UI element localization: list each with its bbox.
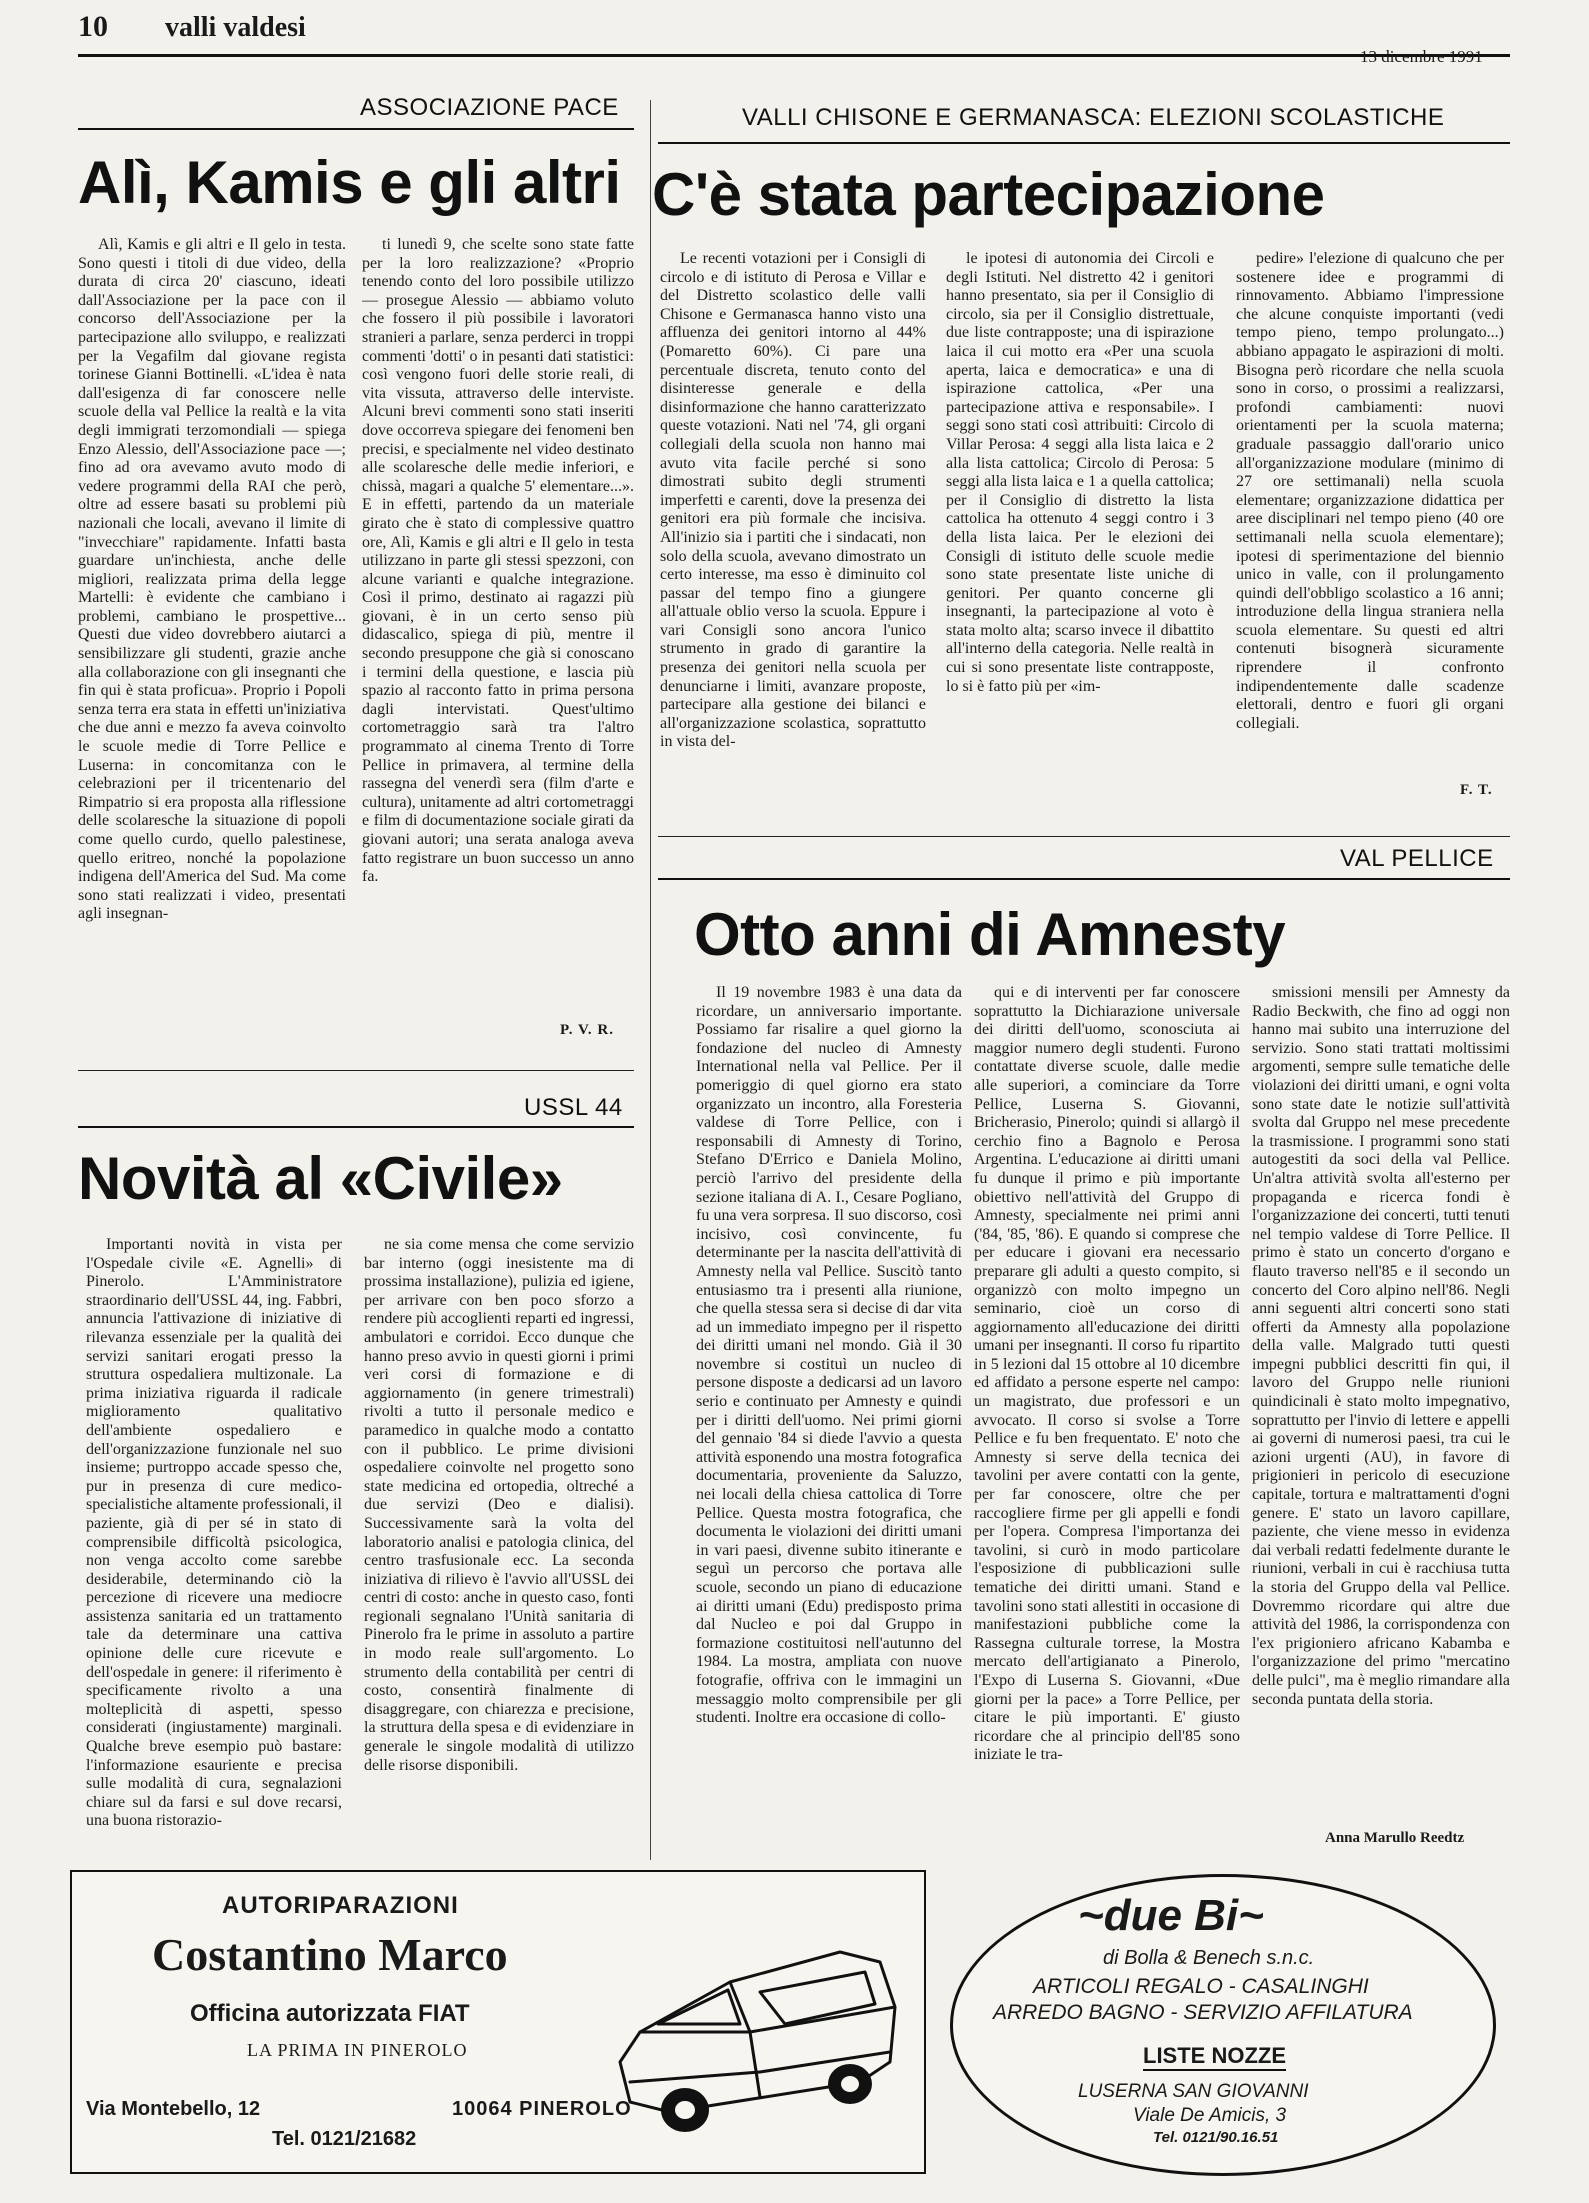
article-ali-column-1 <box>78 236 346 1036</box>
ad-due-bi-company: di Bolla & Benech s.n.c. <box>1103 1947 1315 1969</box>
article-civile-text-2: ne sia come mensa che come servizio bar interno (oggi inesistente ma di prossima installazione), pulizia ed igiene, per arrivare con ben poco sforzo a rendere più accoglienti reparti ed ingressi, ambulatori e corridoi. Ecco dunque che hanno preso avvio in questi giorni i primi veri corsi di formazione e di aggiornamento (in genere trimestrali) rivolti a tutto il personale medico e paramedico in qualche modo a contatto con il pubblico. Le prime divisioni ospedaliere coinvolte nel progetto sono state medicina ed ortopedia, oltreché a due servizi (Deo e dialisi). Successivamente sarà la volta del laboratorio analisi e patologia clinica, del centro trasfusionale ecc. La seconda iniziativa di rilievo è l'avvio all'USSL dei centri di costo: anche in questo caso, fonti regionali segnalano l'Unità sanitaria di Pinerolo fra le prime in assoluto a partire in modo reale sull'argomento. Lo strumento della contabilità per centri di costo, consentirà finalmente di disaggregare, con chiarezza e precisione, la struttura della spesa e di evidenziare in generale le singole modalità di utilizzo delle risorse disponibili. <box>364 1236 634 1774</box>
ad-phone: Tel. 0121/21682 <box>272 2128 417 2150</box>
article-amnesty-text-2: qui e di interventi per far conoscere soprattutto la Dichiarazione universale dei diritti dell'uomo, sconosciuta ai maggior numero degli studenti. Furono contattate diverse scuole, dalle medie alle superiori, a cominciare da Torre Pellice, Luserna S. Giovanni, Bricherasio, Pinerolo; quindi si allargò il cerchio fino a Bagnolo e Perosa Argentina. L'educazione ai diritti umani fu dunque il primo e più importante obiettivo nell'attività del Gruppo di Amnesty, specialmente nei primi anni ('84, '85, '86). E quando si comprese che per educare i giovani era necessario preparare gli adulti a questo compito, si organizzò con molto impegno un seminario, cioè un corso di aggiornamento all'educazione dei diritti umani per insegnanti. Il corso fu ripartito in 5 lezioni dal 15 ottobre al 10 dicembre ed affidato a persone esperte nel campo: un magistrato, due professori e un avvocato. Il corso si svolse a Torre Pellice e fu ben frequentato. E' noto che Amnesty si serve della tecnica dei tavolini per avere contatti con la gente, per far conoscere, oltre che per raccogliere firme per gli appelli e fondi per l'opera. Compresa l'importanza dei tavolini, si curò in modo particolare l'esposizione di pubblicazioni sulle tematiche dei diritti umani. Stand e tavolini sono stati allestiti in occasione di manifestazioni pubbliche come la Rassegna culturale torrese, la Mostra mercato dell'artigianato a Pinerolo, l'Expo di Luserna S. Giovanni, «Due giorni per la pace» a Torre Pellice, per citare le più importanti. E' giusto ricordare che al principio dell'85 sono iniziate le tra- <box>974 984 1240 1764</box>
section-rule <box>658 142 1510 144</box>
ad-due-bi-line1: ARTICOLI REGALO - CASALINGHI <box>1033 1975 1369 1998</box>
issue-date: 13 dicembre 1991 <box>1360 47 1483 66</box>
headline-civile: Novità al «Civile» <box>78 1145 563 1212</box>
ad-due-bi-line2: ARREDO BAGNO - SERVIZIO AFFILATURA <box>993 2001 1413 2024</box>
article-civile-text-1: Importanti novità in vista per l'Ospedale civile «E. Agnelli» di Pinerolo. L'Amministratore straordinario dell'USSL 44, ing. Fabbri, annuncia l'attivazione di iniziative di rilevanza essenziale per la qualità dei servizi sanitari erogati presso la struttura ospedaliera multizonale. La prima iniziativa riguarda il radicale miglioramento qualitativo dell'ambiente ospedaliero e dell'organizzazione funzionale nel suo insieme; purtroppo accade spesso che, pur in presenza di cure medico-specialistiche altamente professionali, il paziente, già di per sé in stato di comprensibile difficoltà psicologica, non venga accolto come sarebbe desiderabile, determinando ciò la percezione di ricevere una mediocre assistenza sanitaria ed un trattamento tale da determinare una cattiva opinione delle cure ricevute e dell'ospedale in genere: il riferimento è specificamente rivolto a una molteplicità di aspetti, spesso considerati (ingiustamente) marginali. Qualche breve esempio può bastare: l'informazione esauriente e precisa sulle modalità di cura, segnalazioni chiare sul da farsi e sul dove recarsi, una buona ristorazio- <box>86 1236 342 1830</box>
section-label-ussl44: USSL 44 <box>524 1094 623 1121</box>
ad-due-bi-street: Viale De Amicis, 3 <box>1133 2105 1287 2126</box>
section-rule <box>78 128 634 130</box>
article-civile-column-1 <box>86 1236 342 1856</box>
section-rule <box>658 836 1510 837</box>
headline-partecipazione: C'è stata partecipazione <box>652 161 1325 228</box>
article-elezioni-text-1: Le recenti votazioni per i Consigli di circolo e di istituto di Perosa e Villar e del Distretto scolastico delle valli Chisone e Germanasca hanno visto una affluenza dei genitori intorno al 44% (Pomaretto 60%). Ci pare una percentuale discreta, tenuto conto del disinteresse generale e della disinformazione che hanno caratterizzato queste votazioni. Nati nel '74, gli organi collegiali della scuola non hanno mai avuto vita facile perché si sono dimostrati subito degli strumenti imperfetti e carenti, dove la presenza dei genitori era più formale che incisiva. All'inizio sia i partiti che i sindacati, non solo della scuola, avevano dimostrato un certo interesse, ma esso è diminuito col passar del tempo fino a giungere all'attuale oblio verso la scuola. Eppure i vari Consigli sono ancora l'unico strumento in grado di garantire la presenza dei genitori nella scuola per denunciarne i limiti, avanzare proposte, partecipare alla gestione dei bilanci e all'organizzazione scolastica, soprattutto in vista del- <box>660 250 926 751</box>
article-elezioni-text-3: pedire» l'elezione di qualcuno che per sostenere idee e programmi di rinnovamento. Abbiamo l'impressione che alcune conquiste importanti (vedi tempo pieno, tempo prolungato...) abbiano appagato le aspirazioni di molti. Bisogna però ricordare che nella scuola sono in corso, o prossimi a realizzarsi, profondi cambiamenti: nuovi orientamenti per la scuola materna; graduale passaggio dall'orario unico all'organizzazione modulare (minimo di 27 ore settimanali) nella scuola elementare; organizzazione didattica per aree disciplinari nel tempo pieno (40 ore settimanali nella scuola elementare); ipotesi di sperimentazione del biennio unico in valle, con il prolungamento quindi dell'obbligo scolastico a 16 anni; introduzione della lingua straniera nella scuola elementare. Su questi ed altri contenuti bisognerà sicuramente riprendere il confronto indipendentemente dalle scadenze elettorali, dentro e fuori gli organi collegiali. <box>1236 250 1504 732</box>
signature-ft: F. T. <box>1460 782 1493 798</box>
publication-name: valli valdesi <box>165 12 306 43</box>
ad-autoriparazioni: AUTORIPARAZIONI <box>222 1892 459 1919</box>
article-elezioni-column-2 <box>946 250 1214 796</box>
ad-due-bi-phone: Tel. 0121/90.16.51 <box>1153 2129 1279 2146</box>
article-ali-text-1: Alì, Kamis e gli altri e Il gelo in testa. Sono questi i titoli di due video, della durata di circa 20' ciascuno, ideati dall'Associazione per la pace con il concorso dell'Associazione per la partecipazione allo sviluppo, e realizzati per la Vegafilm dal giovane regista torinese Gianni Bottinelli. «L'idea è nata dall'esigenza di far conoscere nelle scuole della val Pellice la realtà e la vita degli immigrati terzomondiali — spiega Enzo Alessio, dell'Associazione pace —; fino ad ora avevamo avuto modo di vedere programmi della RAI che però, oltre ad essere basati su problemi più nazionali che locali, avevano il limite di "invecchiare" rapidamente. Infatti basta guardare un'inchiesta, anche delle migliori, realizzata prima della legge Martelli: è evidente che cambiano i problemi, cambiano le prospettive... Questi due video dovrebbero aiutarci a sensibilizzare gli studenti, grazie anche alla collaborazione con gli insegnanti che fin qui è stata proficua». Proprio i Popoli senza terra era stata in effetti un'iniziativa che due anni e mezzo fa aveva coinvolto le scuole medie di Torre Pellice e Luserna: in concomitanza con le celebrazioni per il tricentenario del Rimpatrio si era proposta alla riflessione delle scolaresche la situazione di popoli come quello curdo, quello palestinese, quello eritreo, nonché la popolazione indigena dell'America del Sud. Ma come sono stati realizzati i video, presentati agli insegnan- <box>78 236 346 923</box>
section-label-val-pellice: VAL PELLICE <box>1340 845 1494 872</box>
article-ali-text-2: ti lunedì 9, che scelte sono state fatte per la loro realizzazione? «Proprio tenendo conto del loro possibile utilizzo — prosegue Alessio — abbiamo voluto che fossero il più possibile i lavoratori stranieri a parlare, senza perderci in troppi commenti 'dotti' o in pesanti dati statistici: così vengono fuori delle storie reali, di vita vissuta, attraverso delle interviste. Alcuni brevi commenti sono stati inseriti dove occorreva spiegare dei fenomeni ben precisi, e specialmente nel video destinato alle scolaresche delle medie inferiori, e chissà, magari a qualche 5' elementare...». E in effetti, partendo da un materiale girato che è stato di complessive quattro ore, Alì, Kamis e gli altri e Il gelo in testa utilizzano in parte gli stessi spezzoni, con alcune varianti e qualche integrazione. Così il primo, destinato ai ragazzi più giovani, è in un certo senso più didascalico, spiega di più, mentre il secondo presuppone che già si conoscano i termini della questione, e lascia più spazio al racconto fatto in prima persona dagli intervistati. Quest'ultimo cortometraggio sarà tra l'altro programmato al cinema Trento di Torre Pellice in primavera, al termine della rassegna del venerdì sera (film d'arte e cultura), unitamente ad altri cortometraggi e film di documentazione sociale girati da giovani autori; una serata analoga aveva fatto registrare un buon successo un anno fa. <box>362 236 634 886</box>
ad-due-bi-brand: ~due Bi~ <box>1078 1891 1264 1940</box>
section-label-elezioni: VALLI CHISONE E GERMANASCA: ELEZIONI SCOLASTICHE <box>742 104 1445 131</box>
fiat-car-illustration <box>610 1912 910 2152</box>
article-elezioni-text-2: le ipotesi di autonomia dei Circoli e degli Istituti. Nel distretto 42 i genitori hanno presentato, sia per il Consiglio di circolo, sia per il Consiglio distrettuale, due liste contrapposte; una di ispirazione laica il cui motto era «Per una scuola aperta, laica e democratica» e una di ispirazione cattolica, «Per una partecipazione attiva e responsabile». I seggi sono stati così attribuiti: Circolo di Villar Perosa: 4 seggi alla lista laica e 2 alla lista cattolica; Circolo di Perosa: 5 seggi alla lista laica e 1 a quella cattolica; per il Consiglio di distretto la lista cattolica ha ottenuto 4 seggi contro i 3 della lista laica. Per le elezioni dei Consigli di istituto delle scuole medie sono state presentate liste uniche di genitori. Per quanto concerne gli insegnanti, la partecipazione al voto è stata molto alta; scarso invece il dibattito all'interno della categoria. Nelle realtà in cui si sono presentate liste contrapposte, lo si è fatto più per «im- <box>946 250 1214 695</box>
section-rule <box>658 878 1510 880</box>
section-rule <box>78 1070 634 1071</box>
signature-anna-marullo: Anna Marullo Reedtz <box>1325 1830 1465 1846</box>
page-number: 10 <box>78 10 108 43</box>
section-label-associazione-pace: ASSOCIAZIONE PACE <box>360 94 619 121</box>
article-elezioni-column-3 <box>1236 250 1504 780</box>
ad-due-bi <box>950 1874 1496 2176</box>
ad-address: Via Montebello, 12 <box>86 2098 261 2120</box>
article-amnesty-column-3 <box>1252 984 1510 1804</box>
article-amnesty-column-1 <box>696 984 962 1856</box>
ad-officina-fiat: Officina autorizzata FIAT <box>190 2000 470 2027</box>
article-amnesty-column-2 <box>974 984 1240 1856</box>
column-divider <box>650 100 651 1860</box>
article-elezioni-column-1 <box>660 250 926 796</box>
headline-amnesty: Otto anni di Amnesty <box>694 901 1286 968</box>
article-civile-column-2 <box>364 1236 634 1856</box>
article-amnesty-text-3: smissioni mensili per Amnesty da Radio Beckwith, che fino ad oggi non hanno mai subito una interruzione del servizio. Sono stati trattati moltissimi argomenti, sempre sulle tematiche delle violazioni dei diritti umani, e ogni volta sono state date le notizie sull'attività svolta dal Gruppo nel mese precedente la trasmissione. I programmi sono stati autogestiti da soci della val Pellice. Un'altra attività svolta all'esterno per propaganda e ricerca fondi è l'organizzazione dei concerti, tutti tenuti nel tempio valdese di Torre Pellice. Il primo è stato un concerto d'organo e flauto traverso nell'85 e il secondo un concerto del Coro alpino nell'86. Negli anni seguenti altri concerti sono stati offerti da Amnesty alla popolazione della valle. Malgrado tutti questi impegni pubblici descritti fin qui, il lavoro del Gruppo nelle riunioni quindicinali è stato molto impegnativo, soprattutto per l'invio di lettere e appelli ai governi di numerosi paesi, tra cui le azioni urgenti (AU), in favore di prigionieri in pericolo di esecuzione capitale, tortura e maltrattamenti d'ogni genere. E' stato un lavoro capillare, paziente, che viene messo in evidenza dai verbali redatti fedelmente durante le riunioni, verbali in cui è racchiusa tutta la storia del Gruppo della val Pellice. Dovremmo ricordare qui altre due attività del 1986, la corrispondenza con l'ex prigioniero africano Kabamba e l'organizzazione del primo "mercatino delle pulci", ma è meglio rimandare alla seconda puntata della storia. <box>1252 984 1510 1708</box>
ad-costantino-name: Costantino Marco <box>152 1929 508 1980</box>
signature-pvr: P. V. R. <box>560 1022 614 1038</box>
article-ali-column-2 <box>362 236 634 1024</box>
ad-costantino-marco <box>70 1870 926 2174</box>
ad-due-bi-city: LUSERNA SAN GIOVANNI <box>1078 2081 1309 2102</box>
headline-ali-kamis: Alì, Kamis e gli altri <box>78 149 621 216</box>
ad-tagline: LA PRIMA IN PINEROLO <box>247 2040 468 2060</box>
ad-due-bi-liste-nozze: LISTE NOZZE <box>1143 2043 1286 2071</box>
masthead-rule <box>78 54 1510 57</box>
section-rule <box>78 1126 634 1128</box>
ad-city: 10064 PINEROLO <box>452 2098 632 2120</box>
article-amnesty-text-1: Il 19 novembre 1983 è una data da ricordare, un anniversario importante. Possiamo far risalire a quel giorno la fondazione del nucleo di Amnesty International nella val Pellice. Per il pomeriggio di quel giorno era stato organizzato un incontro, alla Foresteria valdese di Torre Pellice, con i responsabili di Amnesty di Torino, Stefano D'Errico e Daniela Molino, perciò l'arrivo del presidente della sezione italiana di A. I., Cesare Pogliano, fu una vera sorpresa. Il suo discorso, così incisivo, così convincente, fu determinante per la nascita dell'attività di Amnesty nella val Pellice. Suscitò tanto entusiasmo tra i presenti alla riunione, che quella stessa sera si decise di dar vita ad un immediato impegno per il rispetto dei diritti umani nel mondo. Già il 30 novembre si costituì un nucleo di persone disposte a dedicarsi ad un lavoro serio e continuato per Amnesty e quindi per i diritti dell'uomo. Nei primi giorni del gennaio '84 si diede l'avvio a questa attività esponendo una mostra fotografica documentaria, proveniente da Saluzzo, nei locali della chiesa cattolica di Torre Pellice. Questa mostra fotografica, che documenta le violazioni dei diritti umani in vari paesi, divenne subito itinerante e seguì un percorso che portava alle scuole, secondo un piano di educazione ai diritti umani (Edu) predisposto prima dal Nucleo e poi dal Gruppo in formazione costituitosi nell'autunno del 1984. La mostra, ampliata con nuove fotografie, offriva con le immagini un messaggio molto comprensibile per gli studenti. Inoltre era occasione di collo- <box>696 984 962 1727</box>
